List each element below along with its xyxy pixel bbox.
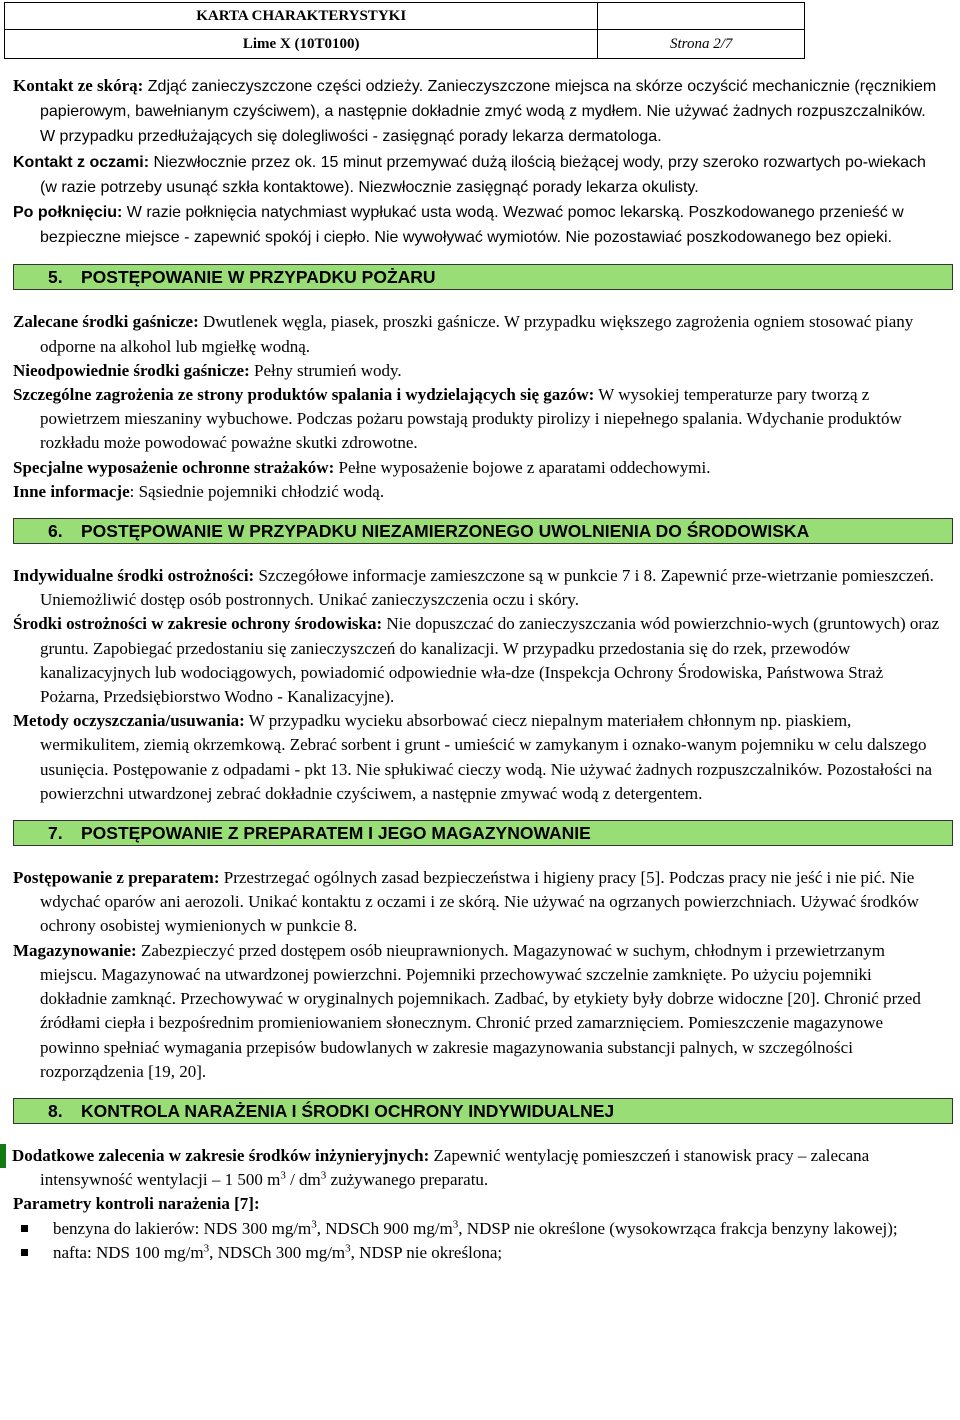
section-7-heading	[13, 820, 953, 846]
page-number: Strona 2/7	[598, 30, 805, 59]
fire-unsuitable-agents	[13, 359, 943, 383]
section-8-heading	[13, 1098, 953, 1124]
release-cleanup-text: W przypadku wycieku absorbować ciecz niepalnym materiałem chłonnym np. piaskiem, wermikulitem, ziemią okrzemkową. Zebrać sorbent i grunt - umieścić w zamykanym i oznako-wanym pojemniku w celu dalszego usunięcia. Postępowanie z odpadami - pkt 13. Nie spłukiwać cieczy wodą. Nie używać żadnych rozpuszczalników. Pozostałości na powierzchni utwardzonej zebrać dokładnie czyściwem, a następnie zmywać wodą z detergentem.	[40, 711, 933, 803]
param-sup-2: 3	[452, 1217, 459, 1230]
section-5-number: 5.	[48, 267, 63, 288]
release-cleanup-methods	[13, 709, 943, 806]
fire-recommended-text: Dwutlenek węgla, piasek, proszki gaśnicze. W przypadku większego zagrożenia ogniem stosować piany odporne na alkohol lub mgiełkę wodną.	[40, 312, 914, 356]
handling-label: Postępowanie z preparatem:	[13, 868, 220, 888]
exposure-parameters-list	[13, 1217, 943, 1265]
release-personal-label: Indywidualne środki ostrożności:	[13, 566, 255, 586]
storage-text: Zabezpieczyć przed dostępem osób nieuprawnionych. Magazynować w suchym, chłodnym i przewietrzanym miejscu. Magazynować na utwardzonej powierzchni. Pojemniki przechowywać szczelnie zamknięte. Po użyciu pojemniki dokładnie zamknąć. Przechowywać w oryginalnych pojemnikach. Zadbać, by etykiety były dobrze widoczne [20]. Chronić przed źródłami ciepła i bezpośrednim promieniowaniem słonecznym. Chronić przed zamarznięciem. Pomieszczenie magazynowe powinno spełniać wymagania przepisów budowlanych w zakresie magazynowania substancji palnych, w szczególności rozporządzenia [19, 20].	[40, 940, 921, 1081]
fire-other-label: Inne informacje	[13, 481, 130, 501]
engineering-measures-entry	[13, 1144, 943, 1192]
storage-entry	[13, 939, 943, 1084]
change-marker-icon	[0, 1144, 6, 1168]
fire-special-hazards	[13, 383, 943, 456]
fire-equipment-label: Specjalne wyposażenie ochronne strażaków:	[13, 457, 335, 477]
handling-text: Przestrzegać ogólnych zasad bezpieczeństwa i higieny pracy [5]. Podczas pracy nie jeść i nie pić. Nie wdychać oparów ani aerozoli. Unikać kontaktu z oczami i ze skórą. Nie używać na ogrzanych powierzchniach. Używać środków ochrony osobistej wymienionych w punkcie 8.	[40, 868, 919, 936]
section-5-title: POSTĘPOWANIE W PRZYPADKU POŻARU	[81, 267, 436, 288]
fire-other-text: : Sąsiednie pojemniki chłodzić wodą.	[129, 481, 385, 501]
list-item	[13, 1217, 943, 1241]
engineering-measures-text-c: zużywanego preparatu.	[326, 1170, 489, 1190]
section-7-number: 7.	[48, 823, 63, 844]
param-text-a: benzyna do lakierów: NDS 300 mg/m	[53, 1218, 312, 1238]
param-text-b: , NDSCh 300 mg/m	[209, 1242, 346, 1262]
exposure-parameters-label: Parametry kontroli narażenia [7]:	[13, 1194, 260, 1214]
param-text-c: , NDSP nie określone (wysokowrząca frakcja benzyny lakowej);	[458, 1218, 898, 1238]
fire-special-text: W wysokiej temperaturze pary tworzą z powietrzem mieszaniny wybuchowe. Podczas pożaru powstają produkty pirolizy i niepełnego spalania. Wdychanie produktów rozkładu może powodować poważne skutki zdrowotne.	[40, 385, 902, 453]
eye-contact-label: Kontakt z oczami:	[13, 153, 150, 171]
handling-entry	[13, 866, 943, 939]
release-personal-text: Szczegółowe informacje zamieszczone są w punkcie 7 i 8. Zapewnić prze-wietrzanie pomieszczeń. Uniemożliwić dostęp osób postronnych. Unikać zanieczyszczenia oczu i skóry.	[40, 566, 934, 610]
skin-contact-entry	[13, 74, 943, 150]
param-text-c: , NDSP nie określona;	[350, 1242, 503, 1262]
engineering-measures-label: Dodatkowe zalecenia w zakresie środków inżynieryjnych:	[12, 1145, 430, 1165]
engineering-sup-2: 3	[320, 1169, 327, 1182]
fire-special-label: Szczególne zagrożenia ze strony produktów spalania i wydzielających się gazów:	[13, 385, 595, 405]
engineering-sup-1: 3	[280, 1169, 286, 1182]
param-text-b: , NDSCh 900 mg/m	[316, 1218, 453, 1238]
swallow-text: W razie połknięcia natychmiast wypłukać usta wodą. Wezwać pomoc lekarską. Poszkodowanego przenieść w bezpieczne miejsce - zapewnić spokój i ciepło. Nie wywoływać wymiotów. Nie pozostawiać poszkodowanego bez opieki.	[40, 204, 904, 247]
release-environmental-precautions	[13, 612, 943, 709]
release-cleanup-label: Metody oczyszczania/usuwania:	[13, 711, 245, 731]
bullet-square-icon	[21, 1249, 28, 1256]
product-name: Lime X (10T0100)	[5, 30, 598, 59]
skin-contact-label: Kontakt ze skórą:	[13, 76, 144, 95]
section-7-title: POSTĘPOWANIE Z PREPARATEM I JEGO MAGAZYNOWANIE	[81, 823, 591, 844]
swallow-label: Po połknięciu:	[13, 204, 123, 222]
document-title: KARTA CHARAKTERYSTYKI	[5, 3, 598, 30]
param-sup-1: 3	[311, 1217, 317, 1230]
fire-unsuitable-text: Pełny strumień wody.	[249, 360, 402, 380]
fire-recommended-label: Zalecane środki gaśnicze:	[13, 312, 199, 332]
eye-contact-text-2: 15 minut przemywać dużą ilością bieżącej wody, przy szeroko rozwartych po-wiekach (w razie potrzeby usunąć szkła kontaktowe). Niezwłocznie zasięgnąć porady lekarza okulisty.	[40, 153, 926, 196]
header-empty-cell	[598, 3, 805, 30]
section-8-title: KONTROLA NARAŻENIA I ŚRODKI OCHRONY INDYWIDUALNEJ	[81, 1100, 615, 1121]
engineering-measures-text-a: Zapewnić wentylację pomieszczeń i stanowisk pracy – zalecana intensywność wentylacji – 1 500 m	[40, 1145, 870, 1190]
section-5-heading	[13, 264, 953, 290]
release-personal-precautions	[13, 564, 943, 612]
fire-recommended-agents	[13, 310, 943, 358]
list-item	[13, 1241, 943, 1265]
section-6-heading	[13, 518, 953, 544]
exposure-parameters-heading	[13, 1192, 943, 1216]
release-environmental-text: Nie dopuszczać do zanieczyszczania wód powierzchnio-wych (gruntowych) oraz gruntu. Zapobiegać przedostaniu się zanieczyszczeń do kanalizacji. W przypadku przedostania się do rzek, przewodów kanalizacyjnych lub wodociągowych, powiadomić odpowiednie wła-dze (Inspekcja Ochrony Środowiska, Państwowa Straż Pożarna, Przedsiębiorstwo Wodno - Kanalizacyjne).	[40, 614, 940, 707]
skin-contact-text: Zdjąć zanieczyszczone części odzieży. Zanieczyszczone miejsca na skórze oczyścić mechanicznie (ręcznikiem papierowym, bawełnianym czyściwem), a następnie dokładnie zmyć wodą z mydłem. Nie używać żadnych rozpuszczalników. W przypadku przedłużających się dolegliwości - zasięgnąć porady lekarza dermatologa.	[40, 78, 937, 146]
bullet-square-icon	[21, 1225, 28, 1232]
storage-label: Magazynowanie:	[13, 940, 137, 960]
fire-other-info	[13, 480, 943, 504]
section-6-number: 6.	[48, 521, 63, 542]
section-6-title: POSTĘPOWANIE W PRZYPADKU NIEZAMIERZONEGO UWOLNIENIA DO ŚRODOWISKA	[81, 521, 810, 542]
document-body	[13, 74, 943, 1265]
param-sup-2: 3	[345, 1242, 351, 1255]
fire-unsuitable-label: Nieodpowiednie środki gaśnicze:	[13, 360, 250, 380]
param-text-a: nafta: NDS 100 mg/m	[53, 1242, 204, 1262]
section-8-number: 8.	[48, 1100, 63, 1121]
fire-protective-equipment	[13, 456, 943, 480]
swallow-entry	[13, 200, 943, 250]
release-environmental-label: Środki ostrożności w zakresie ochrony środowiska:	[13, 614, 383, 634]
document-header	[4, 2, 805, 59]
eye-contact-text-1: Niezwłocznie przez ok.	[149, 153, 317, 171]
fire-equipment-text: Pełne wyposażenie bojowe z aparatami oddechowymi.	[334, 457, 711, 477]
eye-contact-entry	[13, 150, 943, 200]
param-sup-1: 3	[203, 1242, 210, 1255]
engineering-measures-text-b: / dm	[285, 1170, 321, 1190]
